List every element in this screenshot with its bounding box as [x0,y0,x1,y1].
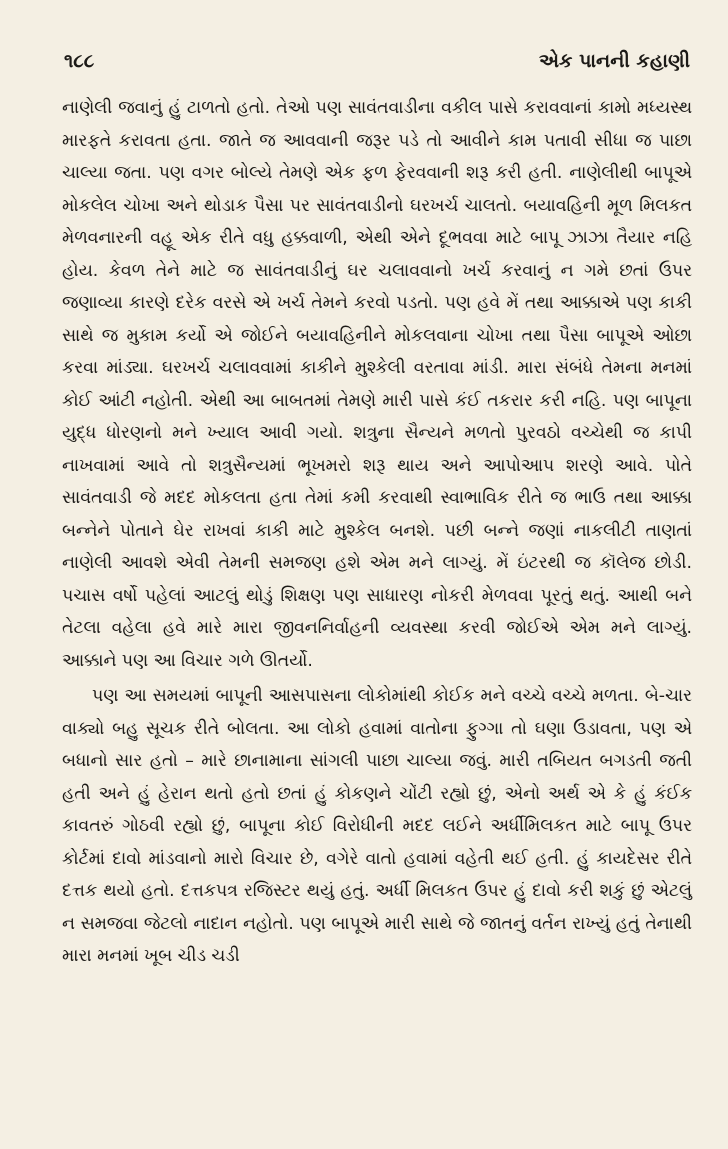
body-text [62,92,692,973]
page-number: ૧૮૮ [64,50,95,72]
running-head: એક પાનની કહાણી [539,50,690,72]
paragraph-2: પણ આ સમયમાં બાપૂની આસપાસના લોકોમાંથી કોઈક મને વચ્ચે વચ્ચે મળતા. બે-ચાર વાક્યો બહુ સૂચક રીતે બોલતા. આ લોકો હવામાં વાતોના ફુગ્ગા તો ઘણા ઉડાવતા, પણ એ બધાનો સાર હતો – મારે છાનામાના સાંગલી પાછા ચાલ્યા જવું. મારી તબિયત બગડતી જતી હતી અને હું હેરાન થતો હતો છતાં હું કોકણને ચોંટી રહ્યો છું, એનો અર્થ એ કે હું કંઈક કાવતરું ગોઠવી રહ્યો છું, બાપૂના કોઈ વિરોધીની મદદ લઈને અર્ધીમિલકત માટે બાપૂ ઉપર કોર્ટમાં દાવો માંડવાનો મારો વિચાર છે, વગેરે વાતો હવામાં વહેતી થઈ હતી. હું કાયદેસર રીતે દત્તક થયો હતો. દત્તકપત્ર રજિસ્ટર થયું હતું. અર્ધી મિલકત ઉપર હું દાવો કરી શકું છું એટલું ન સમજવા જેટલો નાદાન નહોતો. પણ બાપૂએ મારી સાથે જે જાતનું વર્તન રાખ્યું હતું તેનાથી મારા મનમાં ખૂબ ચીડ ચડી [62,686,692,966]
paragraph-1: નાણેલી જવાનું હું ટાળતો હતો. તેઓ પણ સાવંતવાડીના વકીલ પાસે કરાવવાનાં કામો મધ્યસ્થ મારફતે કરાવતા હતા. જાતે જ આવવાની જરૂર પડે તો આવીને કામ પતાવી સીધા જ પાછા ચાલ્યા જતા. પણ વગર બોલ્યે તેમણે એક ફળ ફેરવવાની શરૂ કરી હતી. નાણેલીથી બાપૂએ મોકલેલ ચોખા અને થોડાક પૈસા પર સાવંતવાડીનો ઘરખર્ચ ચાલતો. બયાવહિની મૂળ મિલકત મેળવનારની વહૂ એક રીતે વધુ હક્કવાળી, એથી એને દૂભવવા માટે બાપૂ ઝાઝા તૈયાર નહિ હોય. કેવળ તેને માટે જ સાવંતવાડીનું ઘર ચલાવવાનો ખર્ચ કરવાનું ન ગમે છતાં ઉપર જણાવ્યા કારણે દરેક વરસે એ ખર્ચ તેમને કરવો પડતો. પણ હવે મેં તથા આક્કાએ પણ કાકી સાથે જ મુકામ કર્યો એ જોઈને બયાવહિનીને મોકલવાના ચોખા તથા પૈસા બાપૂએ ઓછા કરવા માંડ્યા. ઘરખર્ચ ચલાવવામાં કાકીને મુશ્કેલી વરતાવા માંડી. મારા સંબંધે તેમના મનમાં કોઈ આંટી નહોતી. એથી આ બાબતમાં તેમણે મારી પાસે કંઈ તકરાર કરી નહિ. પણ બાપૂના યુદ્ધ ધોરણનો મને ખ્યાલ આવી ગયો. શત્રુના સૈન્યને મળતો પુરવઠો વચ્ચેથી જ કાપી નાખવામાં આવે તો શત્રુસૈન્યમાં ભૂખમરો શરૂ થાય અને આપોઆપ શરણે આવે. પોતે સાવંતવાડી જે મદદ મોકલતા હતા તેમાં કમી કરવાથી સ્વાભાવિક રીતે જ ભાઉ તથા આક્કા બન્નેને પોતાને ઘેર રાખવાં કાકી માટે મુશ્કેલ બનશે. પછી બન્ને જણાં નાકલીટી તાણતાં નાણેલી આવશે એવી તેમની સમજણ હશે એમ મને લાગ્યું. મેં ઇંટરથી જ કૉલેજ છોડી. પચાસ વર્ષો પહેલાં આટલું થોડું શિક્ષણ પણ સાધારણ નોકરી મેળવવા પૂરતું થતું. આથી બને તેટલા વહેલા હવે મારે મારા જીવનનિર્વાહની વ્યવસ્થા કરવી જોઈએ એમ મને લાગ્યું. આક્કાને પણ આ વિચાર ગળે ઊતર્યો. [62,98,692,671]
page-header [64,50,690,82]
